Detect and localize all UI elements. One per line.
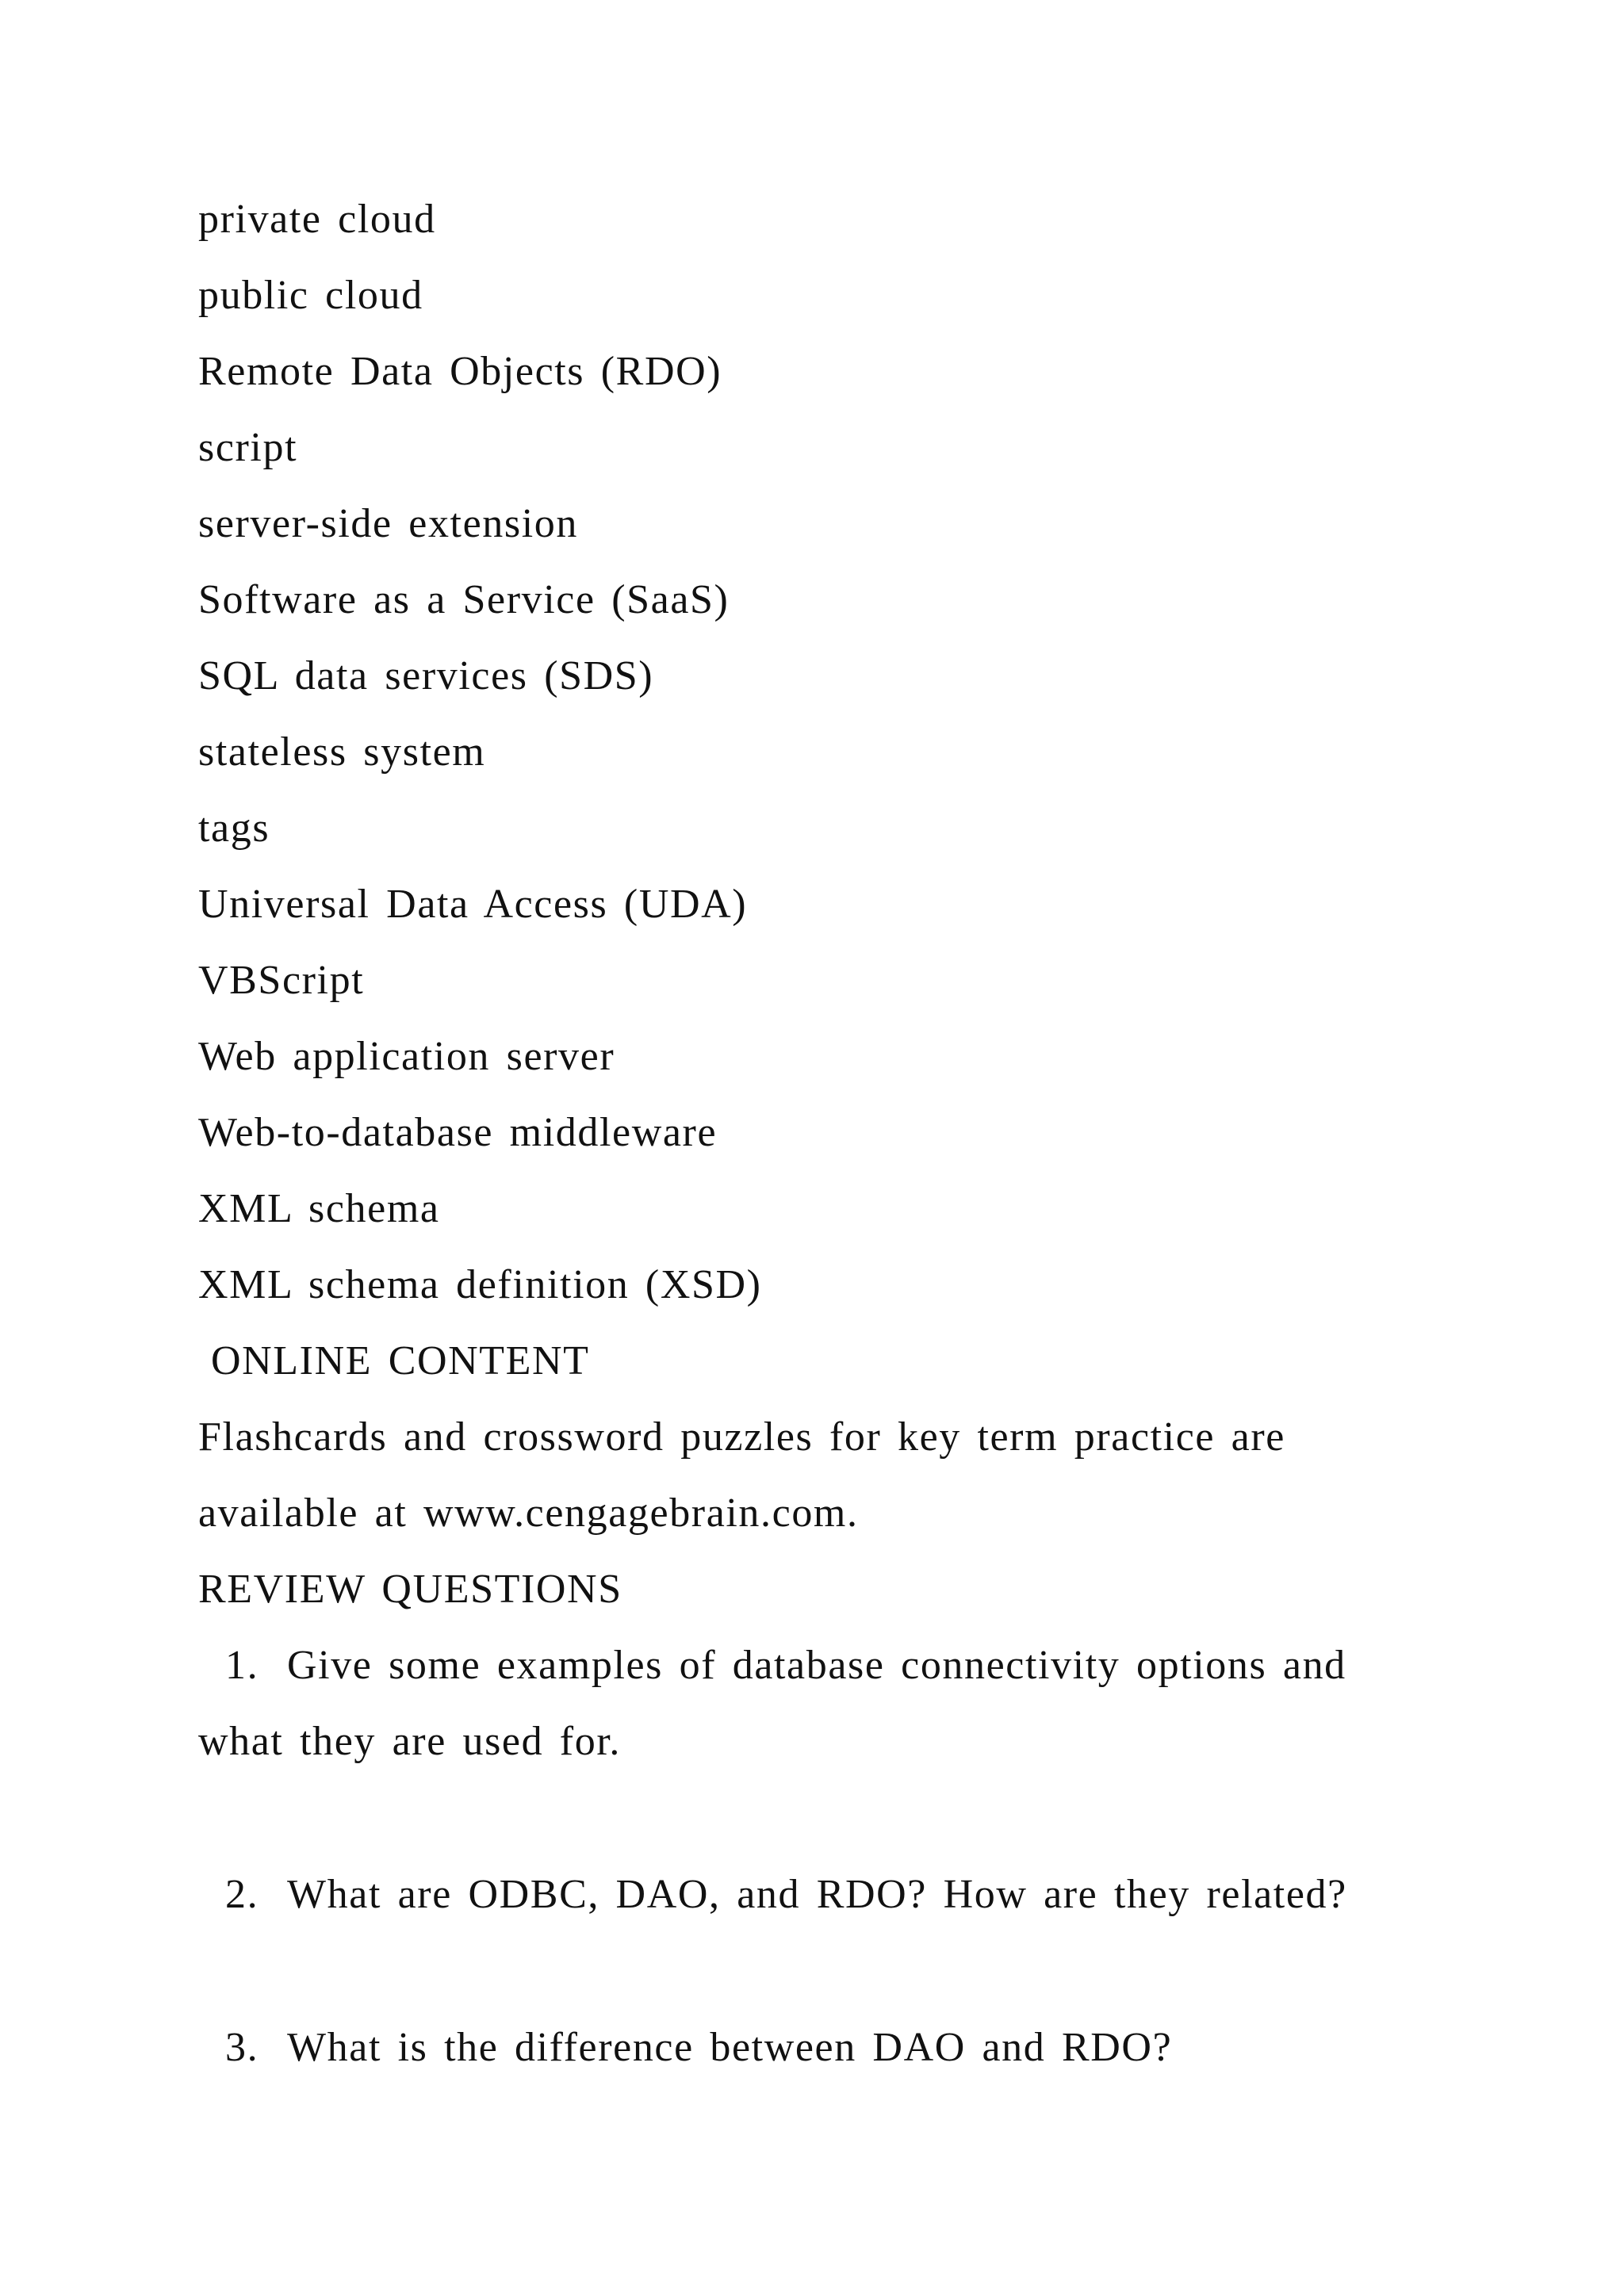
review-question-3 xyxy=(225,2022,1172,2073)
key-term-web-to-database-middleware: Web-to-database middleware xyxy=(198,1110,718,1155)
online-content-heading: ONLINE CONTENT xyxy=(211,1338,590,1383)
key-term-remote-data-objects: Remote Data Objects (RDO) xyxy=(198,349,722,394)
key-term-xml-schema: XML schema xyxy=(198,1186,440,1231)
review-questions-heading: REVIEW QUESTIONS xyxy=(198,1567,622,1612)
key-term-saas: Software as a Service (SaaS) xyxy=(198,577,730,622)
key-term-vbscript: VBScript xyxy=(198,958,365,1003)
question-text: What is the difference between DAO and RDO? xyxy=(287,2025,1173,2070)
question-number: 1. xyxy=(225,1643,259,1688)
review-question-1 xyxy=(225,1640,1346,1691)
key-term-public-cloud: public cloud xyxy=(198,273,423,318)
question-number: 3. xyxy=(225,2025,259,2070)
key-term-private-cloud: private cloud xyxy=(198,197,436,242)
review-question-2 xyxy=(225,1869,1347,1920)
key-term-tags: tags xyxy=(198,806,270,851)
key-term-sql-data-services: SQL data services (SDS) xyxy=(198,653,654,698)
key-term-script: script xyxy=(198,425,298,470)
key-term-stateless-system: stateless system xyxy=(198,729,486,775)
key-term-xsd: XML schema definition (XSD) xyxy=(198,1262,762,1307)
online-content-text-line-1: Flashcards and crossword puzzles for key term practice are xyxy=(198,1414,1285,1460)
question-text: Give some examples of database connectivity options and xyxy=(287,1643,1346,1688)
question-text: What are ODBC, DAO, and RDO? How are they related? xyxy=(287,1872,1347,1917)
key-term-server-side-extension: server-side extension xyxy=(198,501,578,546)
online-content-text-line-2: available at www.cengagebrain.com. xyxy=(198,1490,859,1536)
question-number: 2. xyxy=(225,1872,259,1917)
key-term-web-application-server: Web application server xyxy=(198,1034,615,1079)
review-question-1-continuation: what they are used for. xyxy=(198,1719,621,1764)
key-term-universal-data-access: Universal Data Access (UDA) xyxy=(198,882,748,927)
